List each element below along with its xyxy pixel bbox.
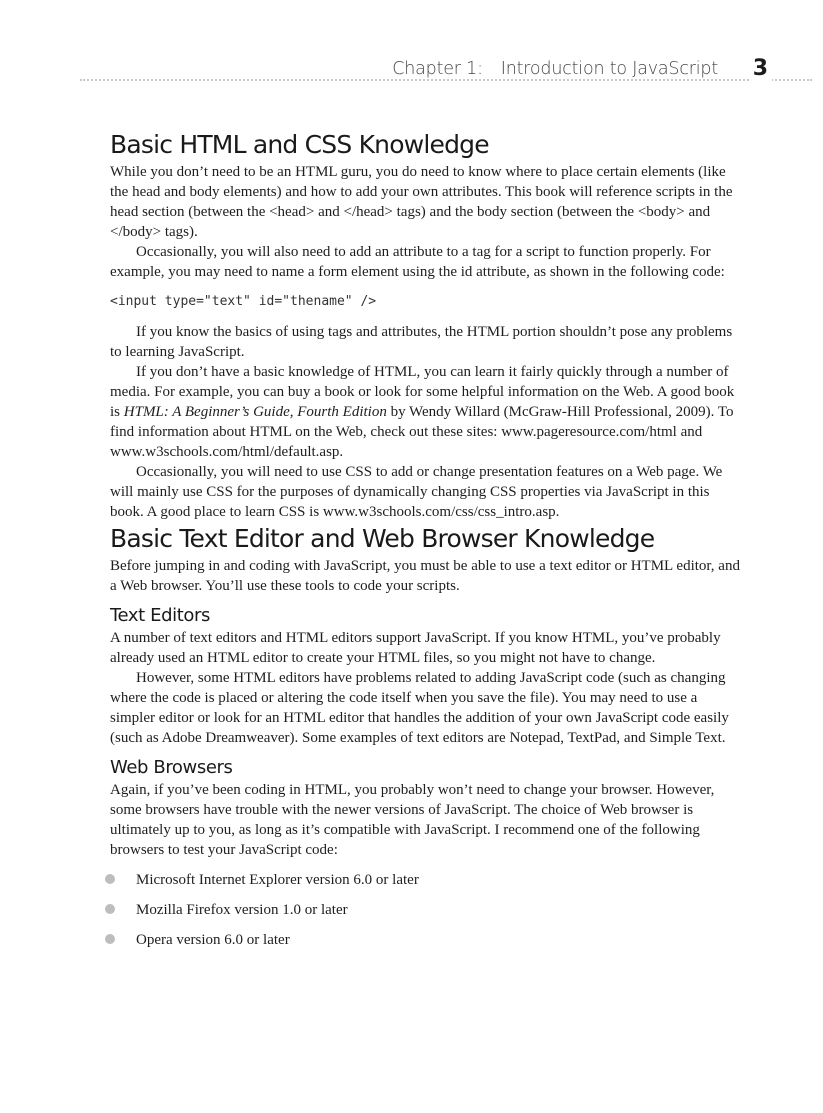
browser-list (110, 870, 742, 960)
bullet-icon (105, 904, 115, 914)
paragraph-text: by Wendy Willard (McGraw-Hill Professional, 2009). To find information about HTML on the Web, check out these sites: www.pageresource.com/html and www.w3schools.com/html/default.asp. (110, 404, 734, 460)
list-item (110, 900, 742, 930)
bullet-icon (105, 934, 115, 944)
list-item (110, 870, 742, 900)
paragraph-text: If you don’t have a basic knowledge of HTML, you can learn it fairly quickly through a number of media. For example, you can buy a book or look for some helpful information on the Web. A good book is (110, 364, 735, 420)
header-dotted-rule (80, 79, 812, 81)
paragraph (110, 362, 742, 462)
header-title: Introduction to JavaScript (500, 59, 718, 79)
list-item-text: Microsoft Internet Explorer version 6.0 or later (136, 872, 419, 888)
paragraph: Occasionally, you will need to use CSS to add or change presentation features on a Web page. We will mainly use CSS for the purposes of dynamically changing CSS properties via JavaScript in this book. A good place to learn CSS is www.w3schools.com/css/css_intro.asp. (110, 464, 723, 520)
header-chapter-title (388, 59, 724, 79)
paragraph: Again, if you’ve been coding in HTML, you probably won’t need to change your browser. However, some browsers have trouble with the newer versions of JavaScript. The choice of Web browser is ultimately up to you, as long as it’s compatible with JavaScript. I recommend one of the following browsers to test your JavaScript code: (110, 782, 715, 858)
code-sample: <input type="text" id="thename" /> (110, 294, 377, 309)
section-heading-html-css: Basic HTML and CSS Knowledge (110, 130, 489, 159)
list-item-text: Opera version 6.0 or later (136, 932, 290, 948)
subheading-text-editors: Text Editors (110, 605, 210, 626)
paragraph: However, some HTML editors have problems related to adding JavaScript code (such as changing where the code is placed or altering the code itself when you save the file). You may need to use a simpler editor or look for an HTML editor that handles the addition of your own JavaScript code easily (such as Adobe Dreamweaver). Some examples of text editors are Notepad, TextPad, and Simple Text. (110, 670, 729, 746)
header-chapter: Chapter 1: (392, 59, 483, 79)
paragraph: While you don’t need to be an HTML guru, you do need to know where to place certain elements (like the head and body elements) and how to add your own attributes. This book will reference scripts in the head section (between the <head> and </head> tags) and the body section (between the <body> and </body> tags). (110, 164, 733, 240)
book-title: HTML: A Beginner’s Guide, Fourth Edition (123, 404, 387, 420)
running-header (80, 56, 812, 84)
list-item-text: Mozilla Firefox version 1.0 or later (136, 902, 348, 918)
page-number: 3 (749, 56, 772, 81)
list-item (110, 930, 742, 960)
paragraph: If you know the basics of using tags and attributes, the HTML portion shouldn’t pose any problems to learning JavaScript. (110, 324, 733, 360)
subheading-web-browsers: Web Browsers (110, 757, 233, 778)
section-heading-editor-browser: Basic Text Editor and Web Browser Knowledge (110, 524, 655, 553)
paragraph: Occasionally, you will also need to add an attribute to a tag for a script to function properly. For example, you may need to name a form element using the id attribute, as shown in the following code: (110, 244, 725, 280)
paragraph: A number of text editors and HTML editors support JavaScript. If you know HTML, you’ve probably already used an HTML editor to create your HTML files, so you might not have to change. (110, 630, 721, 666)
paragraph: Before jumping in and coding with JavaScript, you must be able to use a text editor or HTML editor, and a Web browser. You’ll use these tools to code your scripts. (110, 558, 740, 594)
page-body (110, 128, 742, 960)
bullet-icon (105, 874, 115, 884)
